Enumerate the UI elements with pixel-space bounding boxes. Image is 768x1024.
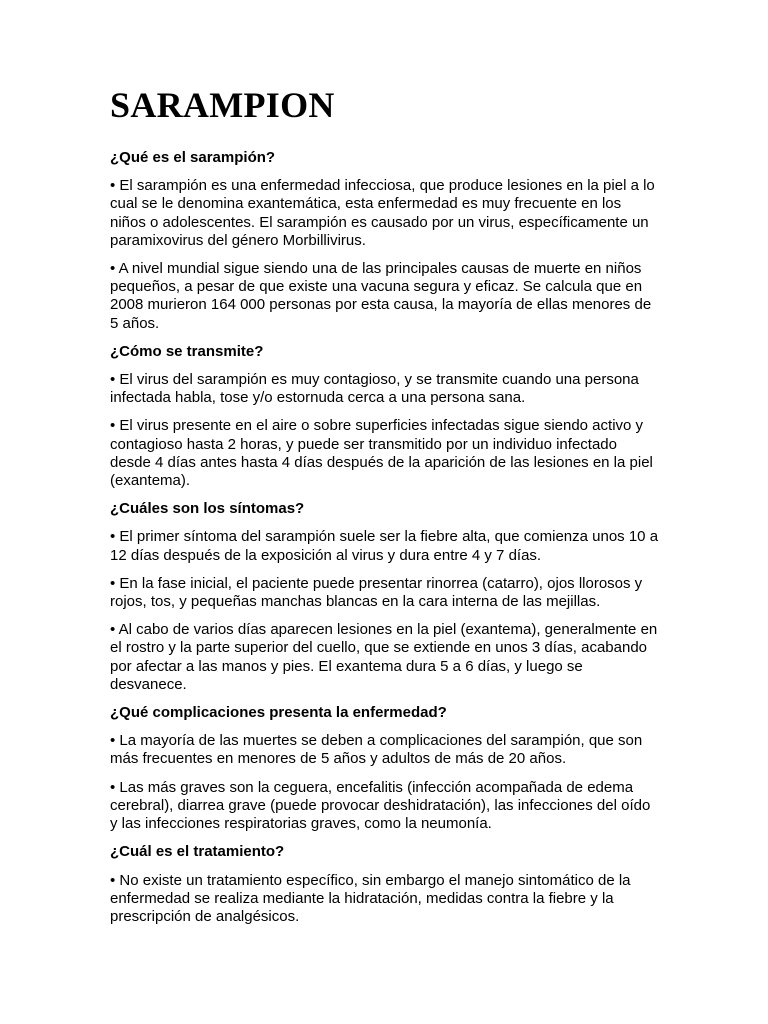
paragraph: • El virus presente en el aire o sobre superficies infectadas sigue siendo activo y contagioso hasta 2 horas, y puede ser transmitido por un individuo infectado desde 4 días antes hasta 4 días después de la aparición de las lesiones en la piel (exantema).: [110, 417, 653, 490]
paragraph: • En la fase inicial, el paciente puede presentar rinorrea (catarro), ojos llorosos y rojos, tos, y pequeñas manchas blancas en la cara interna de las mejillas.: [110, 574, 643, 611]
paragraph: • No existe un tratamiento específico, sin embargo el manejo sintomático de la enfermedad se realiza mediante la hidratación, medidas contra la fiebre y la prescripción de analgésicos.: [110, 871, 631, 925]
section-transmision: [110, 343, 660, 490]
section-tratamiento: [110, 843, 660, 926]
section-heading: ¿Cuál es el tratamiento?: [110, 843, 285, 861]
section-complicaciones: [110, 704, 660, 833]
paragraph: • La mayoría de las muertes se deben a complicaciones del sarampión, que son más frecuentes en menores de 5 años y adultos de más de 20 años.: [110, 732, 643, 768]
paragraph: • El virus del sarampión es muy contagioso, y se transmite cuando una persona infectada habla, tose y/o estornuda cerca a una persona sana.: [110, 371, 639, 407]
section-heading: ¿Cuáles son los síntomas?: [110, 500, 305, 518]
document-page: [110, 83, 660, 936]
paragraph: • El sarampión es una enfermedad infecciosa, que produce lesiones en la piel a lo cual se le denomina exantemática, esta enfermedad es muy frecuente en los niños o adolescentes. El sarampión es causado por un virus, específicamente un paramixovirus del género Morbillivirus.: [110, 177, 655, 249]
document-title: SARAMPION: [110, 85, 335, 125]
paragraph: • A nivel mundial sigue siendo una de las principales causas de muerte en niños pequeños, a pesar de que existe una vacuna segura y eficaz. Se calcula que en 2008 murieron 164 000 personas por esta causa, la mayoría de ellas menores de 5 años.: [110, 260, 652, 332]
section-heading: ¿Cómo se transmite?: [110, 342, 264, 360]
paragraph: • Al cabo de varios días aparecen lesiones en la piel (exantema), generalmente en el rostro y la parte superior del cuello, que se extiende en unos 3 días, acabando por afectar a las manos y pies. El exantema dura 5 a 6 días, y luego se desvanece.: [110, 621, 658, 693]
section-heading: ¿Qué es el sarampión?: [110, 149, 276, 166]
paragraph: • El primer síntoma del sarampión suele ser la fiebre alta, que comienza unos 10 a 12 días después de la exposición al virus y dura entre 4 y 7 días.: [110, 528, 659, 564]
paragraph: • Las más graves son la ceguera, encefalitis (infección acompañada de edema cerebral), diarrea grave (puede provocar deshidratación), las infecciones del oído y las infecciones respiratorias graves, como la neumonía.: [110, 778, 651, 833]
section-sintomas: [110, 500, 660, 694]
section-heading: ¿Qué complicaciones presenta la enfermedad?: [110, 704, 447, 722]
section-que-es: [110, 149, 660, 333]
